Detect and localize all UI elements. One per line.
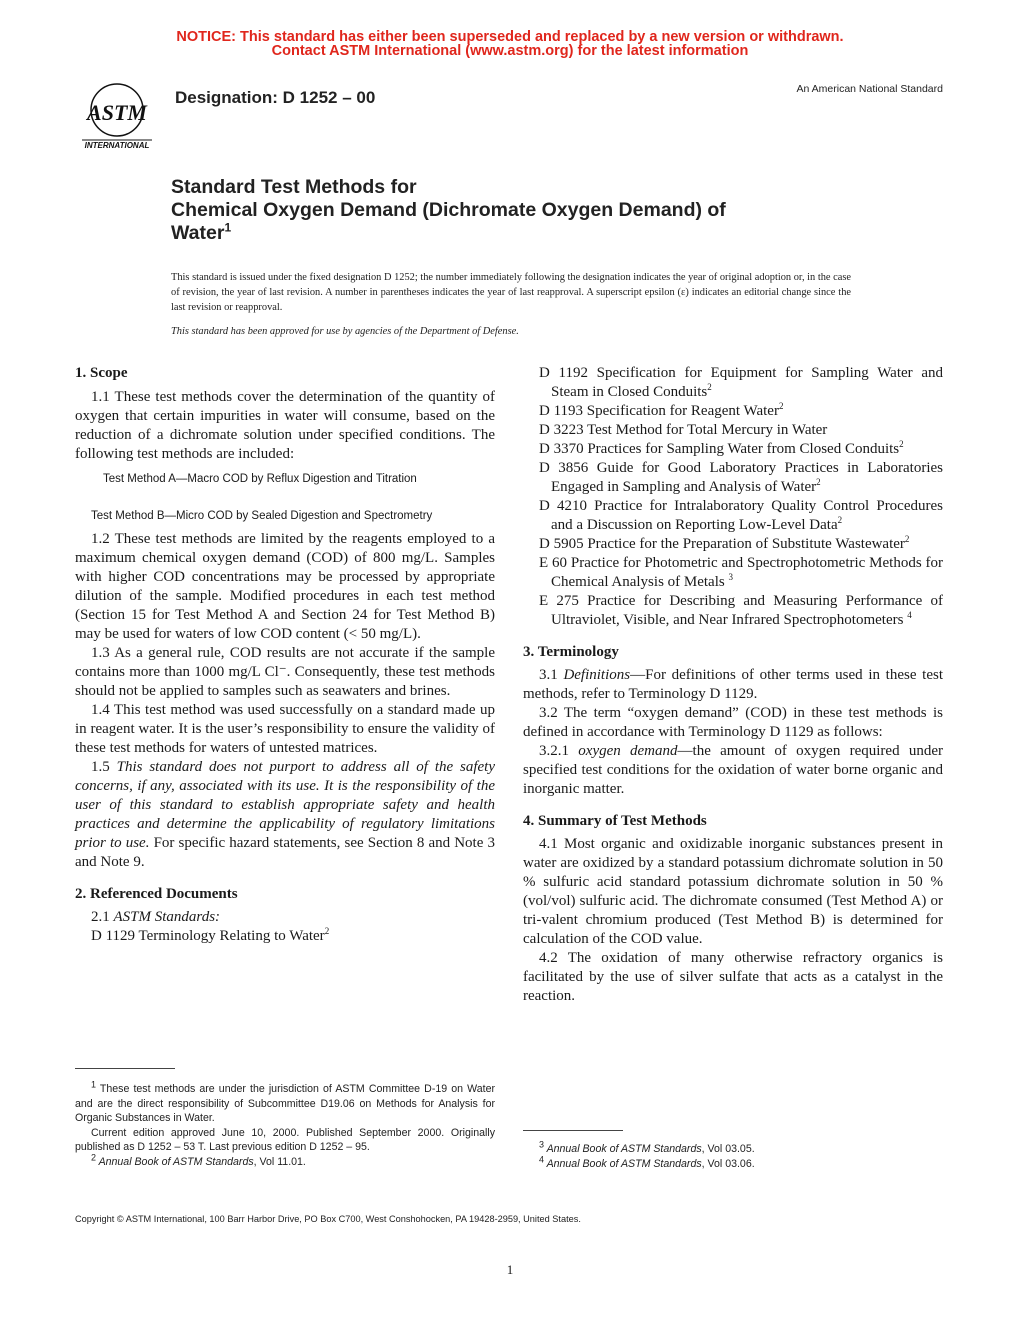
left-column (75, 364, 495, 946)
ref-d1129: D 1129 Terminology Relating to Water$^2$ (91, 926, 330, 944)
para-1-4: 1.4 This test method was used successfully on a standard made up in reagent water. It is the user’s responsibility to ensure the validity of these test methods for waters of untested matrices. (75, 702, 495, 756)
section-heading-scope: 1. Scope (75, 365, 128, 381)
logo-text: ASTM (87, 100, 147, 125)
title-line3: Water$^1$ (171, 220, 232, 244)
preface-issued: This standard is issued under the fixed designation D 1252; the number immediately following the designation indicates the year of original adoption or, in the case of revision, the year of last revision. A number in parentheses indicates the year of last reapproval. A superscript epsilon (ε) indicates an editorial change since the last revision or reapproval. (171, 272, 852, 313)
section-heading-referenced: 2. Referenced Documents (75, 886, 238, 902)
page-title (171, 176, 891, 245)
footnotes-left (75, 1079, 495, 1169)
designation: Designation: D 1252 – 00 (175, 88, 376, 107)
title-footnote-mark: 1 (224, 220, 232, 235)
para-3-2: 3.2 The term “oxygen demand” (COD) in these test methods is defined in accordance with Terminology D 1129 as follows: (523, 705, 943, 740)
footnote-4: $^4$ Annual Book of ASTM Standards, Vol 03.06. (539, 1153, 755, 1170)
footnote-2: $^2$ Annual Book of ASTM Standards, Vol 11.01. (91, 1151, 306, 1168)
footnote-1: $^1$ These test methods are under the jurisdiction of ASTM Committee D-19 on Water and are the direct responsibility of Subcommittee D19.06 on Methods for Analysis for Organic Substances in Water. (75, 1079, 495, 1124)
footnote-1-edition: Current edition approved June 10, 2000. Published September 2000. Originally published as D 1252 – 53 T. Last previous edition D 1252 – 95. (75, 1126, 495, 1153)
ref-d3370: D 3370 Practices for Sampling Water from Closed Conduits$^2$ (539, 439, 904, 457)
ref-d4210: D 4210 Practice for Intralaboratory Quality Control Procedures and a Discussion on Reporting Low-Level Data$^2$ (539, 498, 943, 533)
preface-approved: This standard has been approved for use by agencies of the Department of Defense. (171, 326, 519, 337)
footnote-rule-left (75, 1068, 175, 1069)
footnote-3: $^3$ Annual Book of ASTM Standards, Vol 03.05. (539, 1139, 755, 1155)
footnotes-right (523, 1139, 943, 1171)
footnote-rule-right (523, 1130, 623, 1131)
para-2-1: 2.1 ASTM Standards: (91, 909, 221, 925)
section-heading-terminology: 3. Terminology (523, 644, 619, 660)
american-national-standard: An American National Standard (796, 83, 943, 95)
para-1-5: 1.5 This standard does not purport to address all of the safety concerns, if any, associated with its use. It is the responsibility of the user of this standard to establish appropriate safety and health practices and determine the applicability of regulatory limitations prior to use. For specific hazard statements, see Section 8 and Note 3 and Note 9. (75, 759, 496, 870)
para-4-2: 4.2 The oxidation of many otherwise refractory organics is facilitated by the use of silver sulfate that acts as a catalyst in the reaction. (523, 950, 943, 1004)
section-heading-summary: 4. Summary of Test Methods (523, 813, 707, 829)
para-3-2-1: 3.2.1 oxygen demand—the amount of oxygen required under specified test conditions for the oxidation of water borne organic and inorganic matter. (523, 743, 944, 797)
ref-d5905: D 5905 Practice for the Preparation of Substitute Wastewater$^2$ (539, 534, 910, 552)
method-a: Test Method A—Macro COD by Reflux Digestion and Titration (103, 473, 417, 485)
ref-d1192: D 1192 Specification for Equipment for Sampling Water and Steam in Closed Conduits$^2$ (539, 365, 943, 400)
withdrawal-notice-line2: Contact ASTM International (www.astm.org) for the latest information (271, 43, 749, 59)
para-1-2: 1.2 These test methods are limited by the reagents employed to a maximum chemical oxygen demand (COD) of 800 mg/L. Samples with higher COD concentrations may be processed by appropriate dilution of the sample. Modified procedures in each test method (Section 15 for Test Method A and Section 24 for Test Method B) may be used for waters of low COD content (< 50 mg/L). (75, 531, 495, 642)
copyright: Copyright © ASTM International, 100 Barr Harbor Drive, PO Box C700, West Conshohocken, PA 19428-2959, United States. (75, 1214, 581, 1224)
ref-e60: E 60 Practice for Photometric and Spectrophotometric Methods for Chemical Analysis of Metals $^3$ (539, 555, 943, 590)
ref-d3856: D 3856 Guide for Good Laboratory Practices in Laboratories Engaged in Sampling and Analysis of Water$^2$ (539, 460, 943, 495)
title-line2: Chemical Oxygen Demand (Dichromate Oxygen Demand) of (171, 199, 726, 221)
para-4-1: 4.1 Most organic and oxidizable inorganic substances present in water are oxidized by a standard potassium dichromate solution in 50 % sulfuric acid standard potassium dichromate solution in 50 % (vol/vol) sulfuric acid. The dichromate consumed (Test Method A) or tri-valent chromium produced (Test Method B) is determined for calculation of the COD value. (523, 836, 943, 947)
title-line1: Standard Test Methods for (171, 176, 417, 198)
ref-d3223: D 3223 Test Method for Total Mercury in Water (539, 422, 828, 438)
para-1-1: 1.1 These test methods cover the determination of the quantity of oxygen that certain impurities in water will consume, based on the reduction of a dichromate solution under specified conditions. The following test methods are included: (75, 389, 495, 462)
page-number: 1 (506, 1262, 514, 1277)
method-b: Test Method B—Micro COD by Sealed Digestion and Spectrometry (91, 510, 433, 522)
para-3-1: 3.1 Definitions—For definitions of other terms used in these test methods, refer to Terminology D 1129. (523, 667, 944, 702)
logo-subtext: INTERNATIONAL (84, 141, 150, 150)
ref-d1193: D 1193 Specification for Reagent Water$^2$ (539, 401, 784, 419)
astm-logo (72, 80, 162, 152)
para-1-3: 1.3 As a general rule, COD results are not accurate if the sample contains more than 1000 mg/L Cl⁻. Consequently, these test methods should not be applied to samples such as seawaters and brines. (75, 645, 495, 699)
withdrawal-notice-line1: NOTICE: This standard has either been superseded and replaced by a new version or withdrawn. (176, 29, 844, 45)
ref-e275: E 275 Practice for Describing and Measuring Performance of Ultraviolet, Visible, and Near Infrared Spectrophotometers $^4$ (539, 593, 943, 628)
right-column (523, 364, 943, 1006)
